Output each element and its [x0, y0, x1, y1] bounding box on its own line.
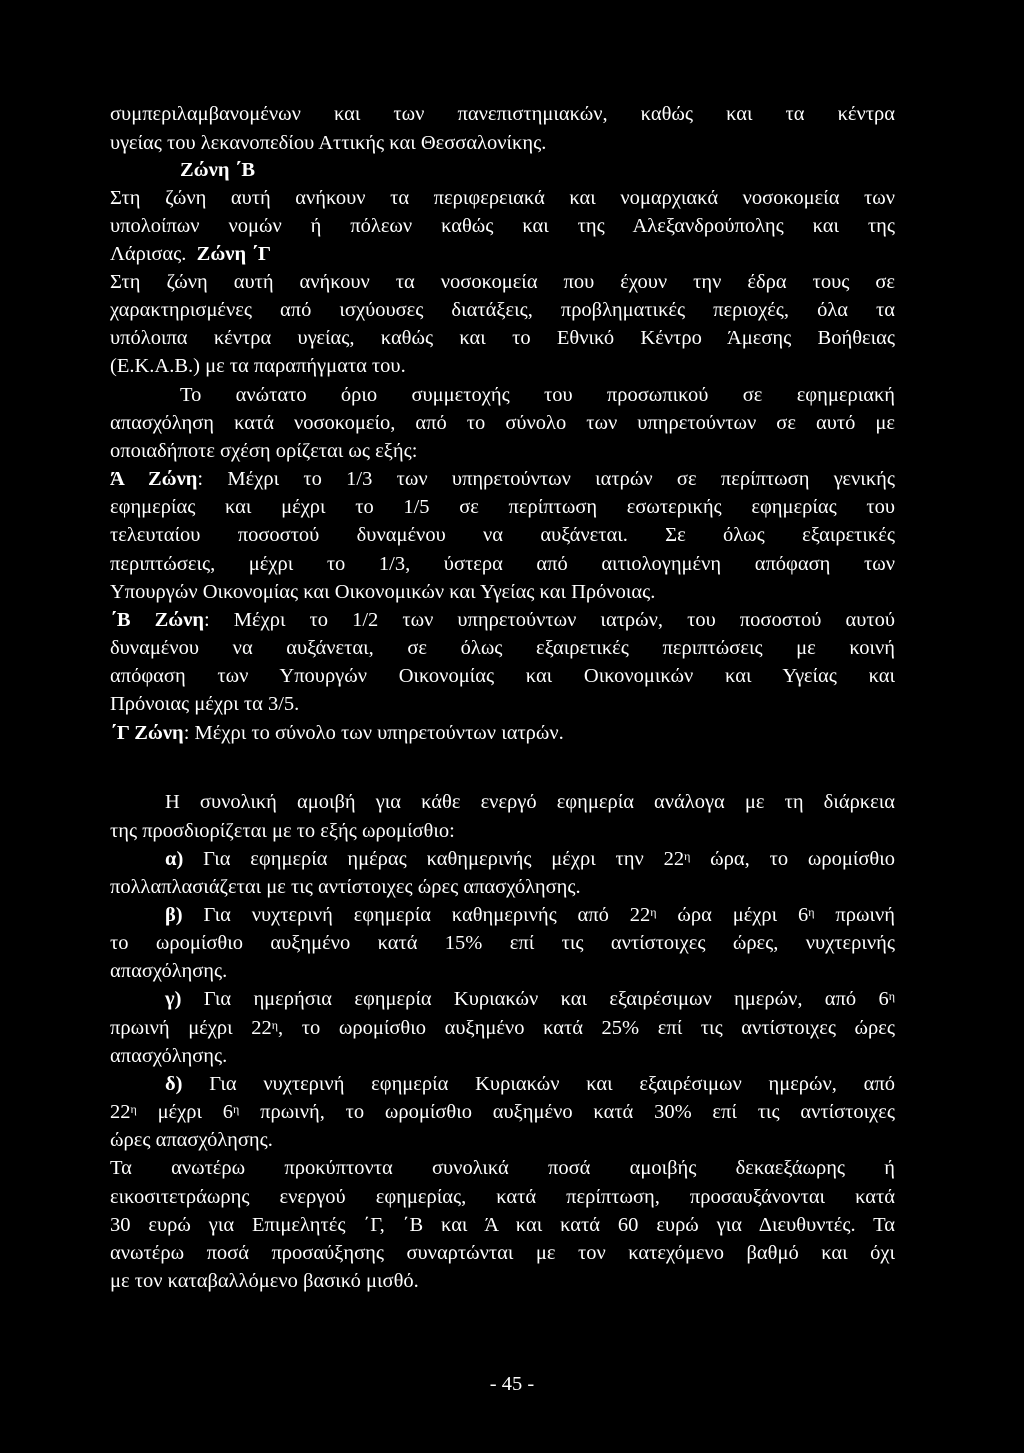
- text-span: Τα ανωτέρω προκύπτοντα συνολικά ποσά αμοιβής δεκαεξάωρης ή: [110, 1157, 895, 1179]
- text-span: Στη ζώνη αυτή ανήκουν τα νοσοκομεία που έχουν την έδρα τους σε: [110, 271, 895, 293]
- text-line: [110, 1267, 895, 1295]
- text-line: [180, 381, 895, 409]
- text-span: απασχόλησης.: [110, 960, 228, 982]
- text-span: ώρα μέχρι 6: [656, 904, 809, 926]
- text-line: [110, 957, 895, 985]
- text-span: Για νυχτερινή εφημερία καθημερινής από 22: [182, 904, 651, 926]
- text-line: [110, 550, 895, 578]
- text-span: Το ανώτατο όριο συμμετοχής του προσωπικού σε εφημεριακή: [180, 384, 895, 406]
- superscript: η: [808, 905, 815, 919]
- text-line: [110, 493, 895, 521]
- text-line: [180, 156, 895, 184]
- text-line: [110, 873, 895, 901]
- text-span: απόφαση των Υπουργών Οικονομίας και Οικονομικών και Υγείας και: [110, 665, 895, 687]
- text-line: [110, 1098, 895, 1126]
- superscript: η: [684, 849, 691, 863]
- bold-label: Ζώνη ΄Γ: [196, 243, 272, 265]
- text-span: : Μέχρι το σύνολο των υπηρετούντων ιατρών.: [183, 722, 564, 744]
- text-line: [165, 985, 895, 1013]
- text-span: Η συνολική αμοιβή για κάθε ενεργό εφημερία ανάλογα με τη διάρκεια: [165, 791, 895, 813]
- text-line: [110, 578, 895, 606]
- text-span: πρωινή: [814, 904, 895, 926]
- text-line: [110, 296, 895, 324]
- text-span: το ωρομίσθιο αυξημένο κατά 15% επί τις αντίστοιχες ώρες, νυχτερινής: [110, 932, 895, 954]
- text-line: [110, 1183, 895, 1211]
- text-span: Για εφημερία ημέρας καθημερινής μέχρι την 22: [183, 848, 685, 870]
- text-span: με τον καταβαλλόμενο βασικό μισθό.: [110, 1270, 419, 1292]
- text-line: [110, 240, 895, 268]
- text-line: [110, 606, 895, 634]
- text-line: [110, 1042, 895, 1070]
- text-span: δυναμένου να αυξάνεται, σε όλως εξαιρετικές περιπτώσεις με κοινή: [110, 637, 895, 659]
- text-line: [110, 662, 895, 690]
- text-line: [165, 1070, 895, 1098]
- text-line: [110, 352, 895, 380]
- bold-label: ΄Β Ζώνη: [110, 609, 205, 631]
- text-line: [110, 437, 895, 465]
- bold-label: ΄Γ Ζώνη: [110, 722, 184, 744]
- text-span: Στη ζώνη αυτή ανήκουν τα περιφερειακά και νομαρχιακά νοσοκομεία των: [110, 187, 895, 209]
- bold-label: Ά Ζώνη: [110, 468, 198, 490]
- text-span: συμπεριλαμβανομένων και των πανεπιστημιακών, καθώς και τα κέντρα: [110, 103, 895, 125]
- text-span: Για νυχτερινή εφημερία Κυριακών και εξαιρέσιμων ημερών, από: [182, 1073, 895, 1095]
- bold-label: δ): [165, 1073, 183, 1095]
- text-line: [110, 184, 895, 212]
- text-span: τελευταίου ποσοστού δυναμένου να αυξάνεται. Σε όλως εξαιρετικές: [110, 524, 895, 546]
- text-span: περιπτώσεις, μέχρι το 1/3, ύστερα από αιτιολογημένη απόφαση των: [110, 553, 895, 575]
- text-line: [110, 129, 895, 157]
- text-line: [110, 324, 895, 352]
- text-line: [110, 690, 895, 718]
- text-span: της προσδιορίζεται με το εξής ωρομίσθιο:: [110, 820, 455, 842]
- text-span: Υπουργών Οικονομίας και Οικονομικών και Υγείας και Πρόνοιας.: [110, 581, 656, 603]
- text-line: [110, 1239, 895, 1267]
- bold-label: Ζώνη ΄Β: [180, 159, 256, 181]
- bold-label: γ): [165, 988, 182, 1010]
- text-span: χαρακτηρισμένες από ισχύουσες διατάξεις, προβληματικές περιοχές, όλα τα: [110, 299, 895, 321]
- text-line: [110, 1211, 895, 1239]
- text-span: εφημερίας και μέχρι το 1/5 σε περίπτωση εσωτερικής εφημερίας του: [110, 496, 895, 518]
- text-span: πρωινή, το ωρομίσθιο αυξημένο κατά 30% επί τις αντίστοιχες: [239, 1101, 895, 1123]
- text-span: απασχόλησης.: [110, 1045, 228, 1067]
- text-span: υπολοίπων νομών ή πόλεων καθώς και της Αλεξανδρούπολης και της: [110, 215, 895, 237]
- text-line: [165, 845, 895, 873]
- text-span: Πρόνοιας μέχρι τα 3/5.: [110, 693, 300, 715]
- text-span: Για ημερήσια εφημερία Κυριακών και εξαιρέσιμων ημερών, από 6: [181, 988, 889, 1010]
- text-span: ώρες απασχόλησης.: [110, 1129, 273, 1151]
- text-span: απασχόληση κατά νοσοκομείο, από το σύνολο των υπηρετούντων σε αυτό με: [110, 412, 895, 434]
- text-line: [110, 929, 895, 957]
- bold-label: β): [165, 904, 183, 926]
- text-line: [110, 1154, 895, 1182]
- text-span: ώρα, το ωρομίσθιο: [690, 848, 895, 870]
- text-line: [110, 268, 895, 296]
- bold-label: α): [165, 848, 184, 870]
- text-span: (Ε.Κ.Α.Β.) με τα παραπήγματα του.: [110, 355, 406, 377]
- text-line: [165, 788, 895, 816]
- superscript: η: [130, 1102, 137, 1116]
- superscript: η: [271, 1018, 279, 1032]
- text-span: πρωινή μέχρι 22: [110, 1017, 272, 1039]
- text-line: [110, 521, 895, 549]
- text-line: [110, 634, 895, 662]
- text-span: 22: [110, 1101, 131, 1123]
- text-span: Λάρισας.: [110, 243, 187, 265]
- text-span: μέχρι 6: [136, 1101, 234, 1123]
- text-span: εικοσιτετράωρης ενεργού εφημερίας, κατά περίπτωση, προσαυξάνονται κατά: [110, 1186, 895, 1208]
- text-span: : Μέχρι το 1/3 των υπηρετούντων ιατρών σε περίπτωση γενικής: [197, 468, 895, 490]
- text-line: [110, 817, 895, 845]
- text-span: 30 ευρώ για Επιμελητές ΄Γ, ΄Β και Ά και κατά 60 ευρώ για Διευθυντές. Τα: [110, 1214, 895, 1236]
- text-line: [165, 901, 895, 929]
- text-line: [110, 1014, 895, 1042]
- superscript: η: [650, 905, 657, 919]
- text-line: [110, 719, 895, 747]
- text-line: [110, 100, 895, 128]
- text-span: , το ωρομίσθιο αυξημένο κατά 25% επί τις αντίστοιχες ώρες: [278, 1017, 895, 1039]
- superscript: η: [233, 1102, 240, 1116]
- text-span: υγείας του λεκανοπεδίου Αττικής και Θεσσαλονίκης.: [110, 132, 547, 154]
- text-line: [110, 1126, 895, 1154]
- text-line: [110, 409, 895, 437]
- text-span: υπόλοιπα κέντρα υγείας, καθώς και το Εθνικό Κέντρο Άμεσης Βοήθειας: [110, 327, 895, 349]
- text-span: οποιαδήποτε σχέση ορίζεται ως εξής:: [110, 440, 418, 462]
- text-span: : Μέχρι το 1/2 των υπηρετούντων ιατρών, του ποσοστού αυτού: [204, 609, 895, 631]
- text-line: [110, 465, 895, 493]
- text-span: ανωτέρω ποσά προσαύξησης συναρτώνται με τον κατεχόμενο βαθμό και όχι: [110, 1242, 895, 1264]
- text-span: πολλαπλασιάζεται με τις αντίστοιχες ώρες απασχόλησης.: [110, 876, 581, 898]
- superscript: η: [888, 989, 895, 1003]
- page-number: - 45 -: [489, 1373, 535, 1395]
- text-line: [110, 212, 895, 240]
